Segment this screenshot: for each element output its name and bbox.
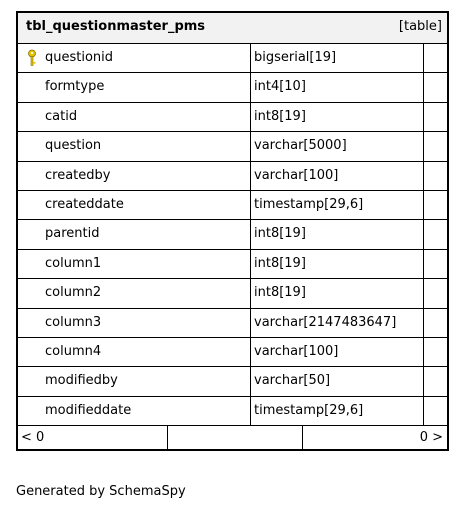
column-extra-cell <box>424 397 447 425</box>
column-name-cell <box>18 220 251 248</box>
column-extra-cell <box>424 44 447 72</box>
parents-count: < 0 <box>21 430 45 445</box>
column-name-cell <box>18 103 251 131</box>
table-node[interactable] <box>16 11 449 451</box>
column-type-cell <box>251 309 424 337</box>
column-name-cell <box>18 309 251 337</box>
column-type: varchar[5000] <box>254 138 347 154</box>
column-type-cell <box>251 103 424 131</box>
footer-spacer <box>168 426 303 449</box>
column-type: timestamp[29,6] <box>254 196 364 212</box>
column-extra-cell <box>424 162 447 190</box>
column-row[interactable] <box>18 309 447 338</box>
column-type-cell <box>251 73 424 101</box>
column-name: createddate <box>45 196 124 212</box>
column-name: column2 <box>45 285 102 301</box>
column-row[interactable] <box>18 220 447 249</box>
column-name: formtype <box>45 79 105 95</box>
column-extra-cell <box>424 103 447 131</box>
column-extra-cell <box>424 279 447 307</box>
column-type: int8[19] <box>254 285 306 301</box>
children-count: 0 > <box>419 430 443 445</box>
column-row[interactable] <box>18 73 447 102</box>
column-row[interactable] <box>18 397 447 426</box>
column-name-cell <box>18 44 251 72</box>
column-row[interactable] <box>18 103 447 132</box>
column-extra-cell <box>424 73 447 101</box>
column-name-cell <box>18 367 251 395</box>
column-name: createdby <box>45 167 111 183</box>
column-extra-cell <box>424 132 447 160</box>
column-type-cell <box>251 279 424 307</box>
column-type: timestamp[29,6] <box>254 402 364 418</box>
column-type: varchar[100] <box>254 167 339 183</box>
column-type-cell <box>251 44 424 72</box>
children-cell <box>303 426 447 449</box>
column-type-cell <box>251 397 424 425</box>
column-row[interactable] <box>18 367 447 396</box>
column-type: int4[10] <box>254 79 306 95</box>
column-row[interactable] <box>18 44 447 73</box>
table-name: tbl_questionmaster_pms <box>26 19 206 34</box>
column-extra-cell <box>424 338 447 366</box>
column-name: questionid <box>45 50 114 65</box>
column-extra-cell <box>424 191 447 219</box>
column-extra-cell <box>424 367 447 395</box>
column-type-cell <box>251 191 424 219</box>
column-type-cell <box>251 250 424 278</box>
column-type: varchar[50] <box>254 373 331 389</box>
column-type: bigserial[19] <box>254 50 337 65</box>
column-type: int8[19] <box>254 108 306 124</box>
column-extra-cell <box>424 250 447 278</box>
column-type: int8[19] <box>254 226 306 242</box>
table-footer <box>18 425 447 449</box>
parents-cell <box>18 426 168 449</box>
column-row[interactable] <box>18 132 447 161</box>
column-type-cell <box>251 367 424 395</box>
column-name-cell <box>18 250 251 278</box>
column-name-cell <box>18 191 251 219</box>
column-name-cell <box>18 279 251 307</box>
column-name-cell <box>18 338 251 366</box>
column-row[interactable] <box>18 250 447 279</box>
column-name-cell <box>18 132 251 160</box>
column-row[interactable] <box>18 279 447 308</box>
column-name: column4 <box>45 343 102 359</box>
column-type-cell <box>251 162 424 190</box>
column-name: column3 <box>45 314 102 330</box>
column-name: parentid <box>45 226 100 242</box>
primary-key-icon <box>26 49 40 67</box>
generated-by-note: Generated by SchemaSpy <box>16 484 186 499</box>
column-name-cell <box>18 162 251 190</box>
column-type-cell <box>251 132 424 160</box>
column-type-cell <box>251 338 424 366</box>
table-kind: [table] <box>398 19 442 34</box>
column-name-cell <box>18 73 251 101</box>
column-name: modifiedby <box>45 373 118 389</box>
column-type: int8[19] <box>254 255 306 271</box>
column-row[interactable] <box>18 338 447 367</box>
column-row[interactable] <box>18 191 447 220</box>
column-type: varchar[2147483647] <box>254 314 397 330</box>
column-name: catid <box>45 108 78 124</box>
table-header <box>18 13 447 44</box>
column-type-cell <box>251 220 424 248</box>
column-extra-cell <box>424 220 447 248</box>
column-extra-cell <box>424 309 447 337</box>
column-list <box>18 44 447 426</box>
column-name-cell <box>18 397 251 425</box>
column-row[interactable] <box>18 162 447 191</box>
column-name: modifieddate <box>45 402 132 418</box>
column-type: varchar[100] <box>254 343 339 359</box>
column-name: question <box>45 138 102 154</box>
column-name: column1 <box>45 255 102 271</box>
